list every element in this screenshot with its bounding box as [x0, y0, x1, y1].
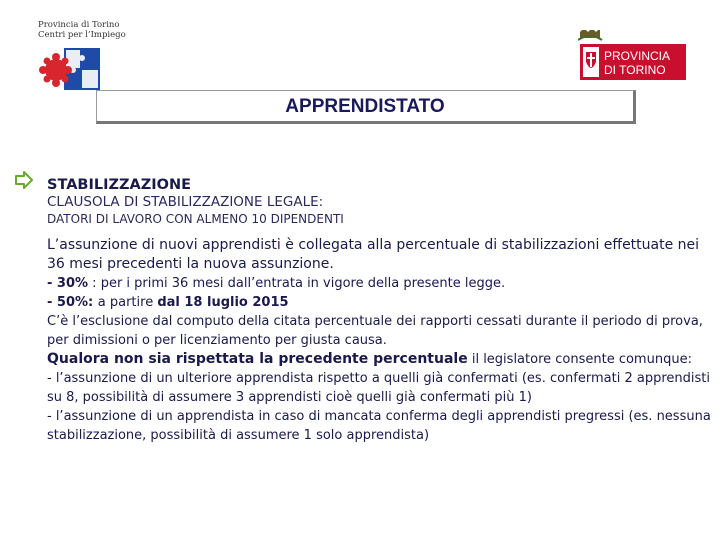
list-item-30-sep: :	[88, 276, 101, 291]
section-subheading: CLAUSOLA DI STABILIZZAZIONE LEGALE:	[47, 194, 324, 210]
section-subheading-2: DATORI DI LAVORO CON ALMENO 10 DIPENDENTI	[47, 212, 344, 226]
paragraph-3-rest: il legislatore consente comunque:	[467, 352, 692, 367]
paragraph-2: C’è l’esclusione dal computo della citata percentuale dei rapporti cessati durante il periodo di prova, per dimissioni o per licenziamento per giusta causa.	[47, 314, 703, 348]
org-line-1: Provincia di Torino	[38, 20, 120, 30]
paragraph-3	[47, 350, 712, 369]
org-name	[38, 20, 126, 40]
puzzle-logo-icon	[38, 46, 102, 92]
main-content	[47, 176, 712, 445]
paragraph-3-bold: Qualora non sia rispettata la precedente percentuale	[47, 351, 468, 367]
arrow-right-icon	[14, 170, 34, 190]
paragraph-5: - l’assunzione di un apprendista in caso di mancata conferma degli apprendisti pregressi (es. nessuna stabilizzazione, possibilità di assumere 1 solo apprendista)	[47, 409, 711, 443]
list-item-30	[47, 274, 712, 293]
paragraph-1-text: L’assunzione di nuovi apprendisti è collegata alla percentuale di stabilizzazioni effettuate nei 36 mesi precedenti la nuova assunzione.	[47, 237, 700, 272]
list-item-50-pct: - 50%:	[47, 295, 98, 310]
logo-text-line-1: PROVINCIA	[604, 49, 671, 63]
list-item-50-mid: a partire	[97, 295, 158, 310]
paragraph-4: - l’assunzione di un ulteriore apprendista rispetto a quelli già confermati (es. confermati 2 apprendisti su 8, possibilità di assumere 3 apprendisti cioè quelli già confermati più 1)	[47, 371, 710, 405]
list-item-30-pct: - 30%	[47, 276, 89, 291]
paragraph-1	[47, 236, 712, 274]
list-item-30-period: per i primi 36 mesi	[100, 276, 224, 291]
section-heading: STABILIZZAZIONE	[47, 177, 192, 193]
provincia-logo	[578, 30, 688, 82]
org-line-2: Centri per l’Impiego	[38, 30, 126, 40]
list-item-50-date: dal 18 luglio 2015	[157, 295, 289, 310]
crown-icon	[578, 30, 602, 40]
list-item-50	[47, 293, 712, 312]
logo-text-line-2: DI TORINO	[604, 63, 666, 77]
page-title: APPRENDISTATO	[285, 96, 445, 117]
list-item-30-rest: dall’entrata in vigore della presente legge.	[223, 276, 506, 291]
title-box	[96, 90, 636, 124]
